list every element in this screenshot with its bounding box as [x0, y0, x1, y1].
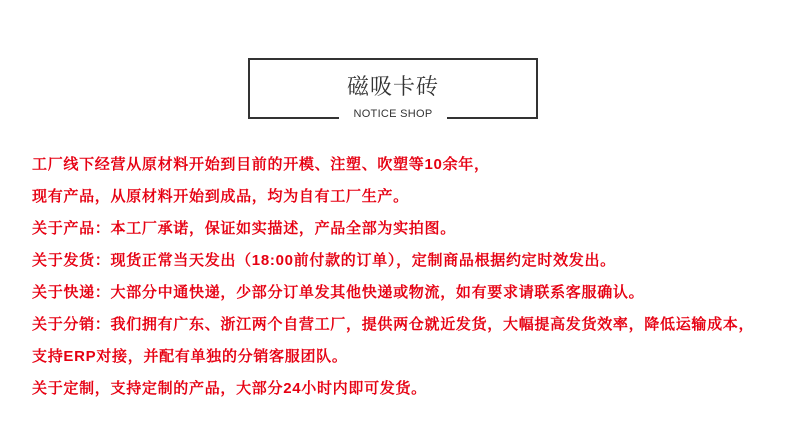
notice-line-intro: 工厂线下经营从原材料开始到目前的开模、注塑、吹塑等10余年， [32, 156, 490, 173]
notice-line-shipping: 关于发货：现货正常当天发出（18:00前付款的订单），定制商品根据约定时效发出。 [32, 252, 616, 269]
notice-line-intro-continued: 现有产品，从原材料开始到成品，均为自有工厂生产。 [32, 188, 409, 205]
notice-text-block [32, 149, 772, 405]
frame-bottom-left-line [248, 117, 339, 119]
page-title: 磁吸卡砖 [346, 74, 439, 99]
frame-top-line [248, 58, 538, 60]
notice-line-distribution-continued: 支持ERP对接，并配有单独的分销客服团队。 [32, 348, 348, 365]
notice-line-distribution: 关于分销：我们拥有广东、浙江两个自营工厂，提供两仓就近发货，大幅提高发货效率，降低运输成本， [32, 316, 755, 333]
frame-bottom-right-line [447, 117, 538, 119]
notice-line-product: 关于产品：本工厂承诺，保证如实描述，产品全部为实拍图。 [32, 220, 456, 237]
page-subtitle: NOTICE SHOP [353, 108, 433, 120]
notice-line-customization: 关于定制，支持定制的产品，大部分24小时内即可发货。 [32, 380, 427, 397]
notice-line-courier: 关于快递：大部分中通快递，少部分订单发其他快递或物流，如有要求请联系客服确认。 [32, 284, 645, 301]
